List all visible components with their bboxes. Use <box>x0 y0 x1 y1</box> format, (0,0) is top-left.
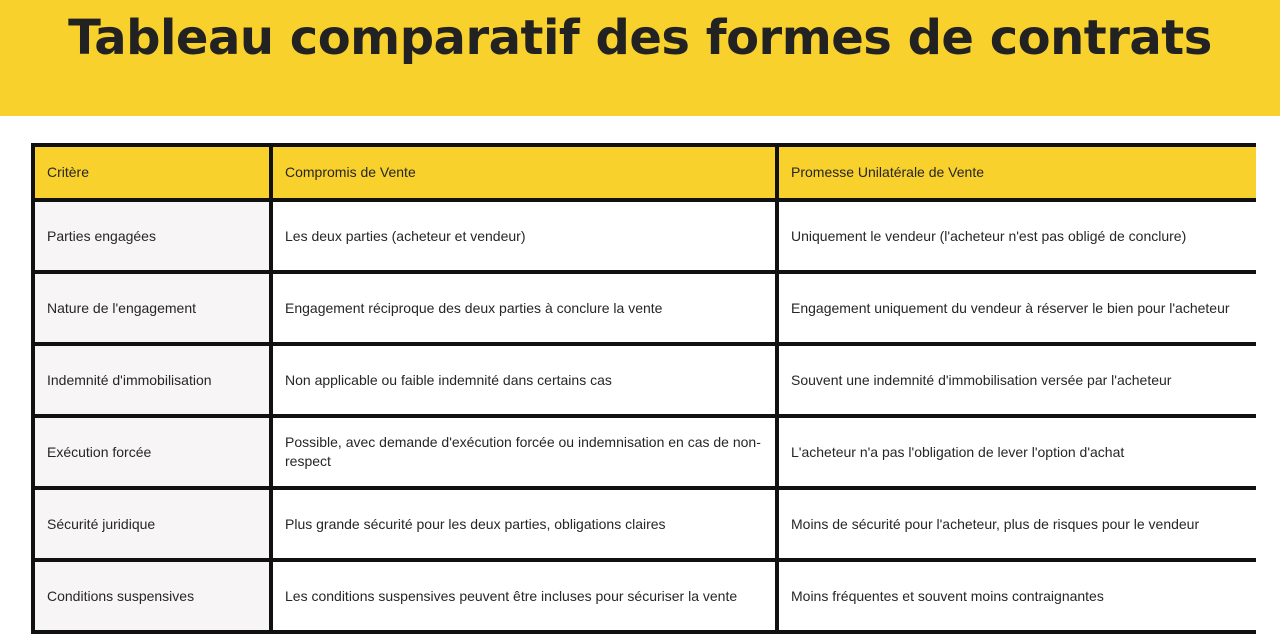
comparison-table-frame <box>31 143 1256 634</box>
criterion-cell: Sécurité juridique <box>35 490 269 558</box>
compromis-cell: Possible, avec demande d'exécution forcée ou indemnisation en cas de non-respect <box>273 418 775 486</box>
promesse-cell: L'acheteur n'a pas l'obligation de lever l'option d'achat <box>779 418 1256 486</box>
column-header-compromis: Compromis de Vente <box>273 147 775 198</box>
compromis-cell: Les deux parties (acheteur et vendeur) <box>273 202 775 270</box>
table-row <box>35 274 1256 342</box>
table-row <box>35 346 1256 414</box>
comparison-table <box>31 143 1260 634</box>
criterion-cell: Nature de l'engagement <box>35 274 269 342</box>
compromis-cell: Non applicable ou faible indemnité dans certains cas <box>273 346 775 414</box>
criterion-cell: Exécution forcée <box>35 418 269 486</box>
column-header-critere: Critère <box>35 147 269 198</box>
column-header-promesse: Promesse Unilatérale de Vente <box>779 147 1256 198</box>
page-title: Tableau comparatif des formes de contrats <box>68 10 1212 66</box>
table-row <box>35 418 1256 486</box>
promesse-cell: Moins fréquentes et souvent moins contraignantes <box>779 562 1256 630</box>
promesse-cell: Moins de sécurité pour l'acheteur, plus de risques pour le vendeur <box>779 490 1256 558</box>
criterion-cell: Conditions suspensives <box>35 562 269 630</box>
compromis-cell: Plus grande sécurité pour les deux parties, obligations claires <box>273 490 775 558</box>
criterion-cell: Indemnité d'immobilisation <box>35 346 269 414</box>
criterion-cell: Parties engagées <box>35 202 269 270</box>
compromis-cell: Les conditions suspensives peuvent être incluses pour sécuriser la vente <box>273 562 775 630</box>
table-row <box>35 202 1256 270</box>
compromis-cell: Engagement réciproque des deux parties à conclure la vente <box>273 274 775 342</box>
table-row <box>35 562 1256 630</box>
title-banner <box>0 0 1280 116</box>
promesse-cell: Uniquement le vendeur (l'acheteur n'est pas obligé de conclure) <box>779 202 1256 270</box>
table-header-row <box>35 147 1256 198</box>
promesse-cell: Engagement uniquement du vendeur à réserver le bien pour l'acheteur <box>779 274 1256 342</box>
promesse-cell: Souvent une indemnité d'immobilisation versée par l'acheteur <box>779 346 1256 414</box>
table-row <box>35 490 1256 558</box>
